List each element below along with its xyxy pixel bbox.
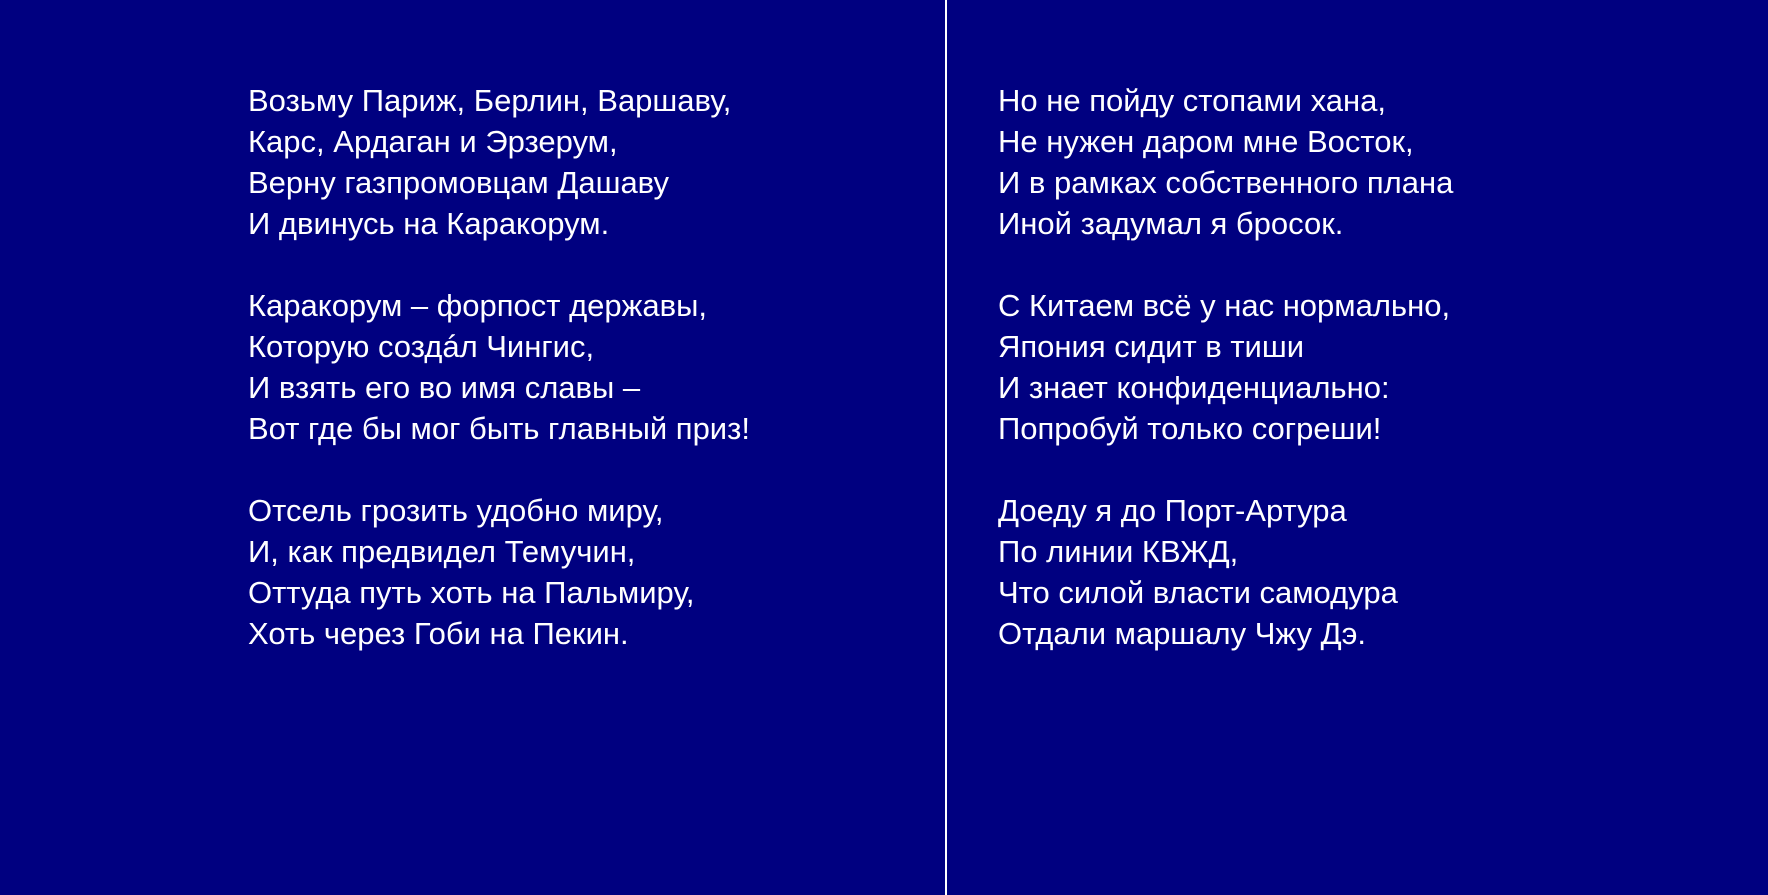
right-poem-column	[998, 80, 1453, 695]
poem-line: Каракорум – форпост державы,	[248, 288, 707, 323]
left-poem-column	[248, 80, 750, 695]
column-divider	[945, 0, 947, 895]
stanza-4	[998, 80, 1453, 244]
poem-line: Карс, Ардаган и Эрзерум,	[248, 124, 618, 159]
poem-line: И взять его во имя славы –	[248, 370, 641, 405]
poem-line: И знает конфиденциально:	[998, 370, 1390, 405]
poem-line: Попробуй только согреши!	[998, 411, 1382, 446]
poem-line: Иной задумал я бросок.	[998, 206, 1344, 241]
stanza-1	[248, 80, 750, 244]
poem-line: Возьму Париж, Берлин, Варшаву,	[248, 83, 732, 118]
poem-line: Вот где бы мог быть главный приз!	[248, 411, 750, 446]
stanza-5	[998, 285, 1453, 449]
poem-line: Что силой власти самодура	[998, 575, 1398, 610]
poem-line: Оттуда путь хоть на Пальмиру,	[248, 575, 695, 610]
poem-line: Не нужен даром мне Восток,	[998, 124, 1414, 159]
stanza-2	[248, 285, 750, 449]
poem-line: Которую создáл Чингис,	[248, 329, 595, 364]
poem-line: С Китаем всё у нас нормально,	[998, 288, 1451, 323]
poem-line: Но не пойду стопами хана,	[998, 83, 1386, 118]
poem-line: Япония сидит в тиши	[998, 329, 1305, 364]
poem-line: Хоть через Гоби на Пекин.	[248, 616, 629, 651]
stanza-6	[998, 490, 1453, 654]
poem-line: Доеду я до Порт-Артура	[998, 493, 1347, 528]
poem-line: Верну газпромовцам Дашаву	[248, 165, 669, 200]
poem-line: И в рамках собственного плана	[998, 165, 1454, 200]
poem-line: Отсель грозить удобно миру,	[248, 493, 664, 528]
poem-line: Отдали маршалу Чжу Дэ.	[998, 616, 1367, 651]
poem-line: По линии КВЖД,	[998, 534, 1239, 569]
stanza-3	[248, 490, 750, 654]
poem-line: И, как предвидел Темучин,	[248, 534, 636, 569]
poem-line: И двинусь на Каракорум.	[248, 206, 610, 241]
